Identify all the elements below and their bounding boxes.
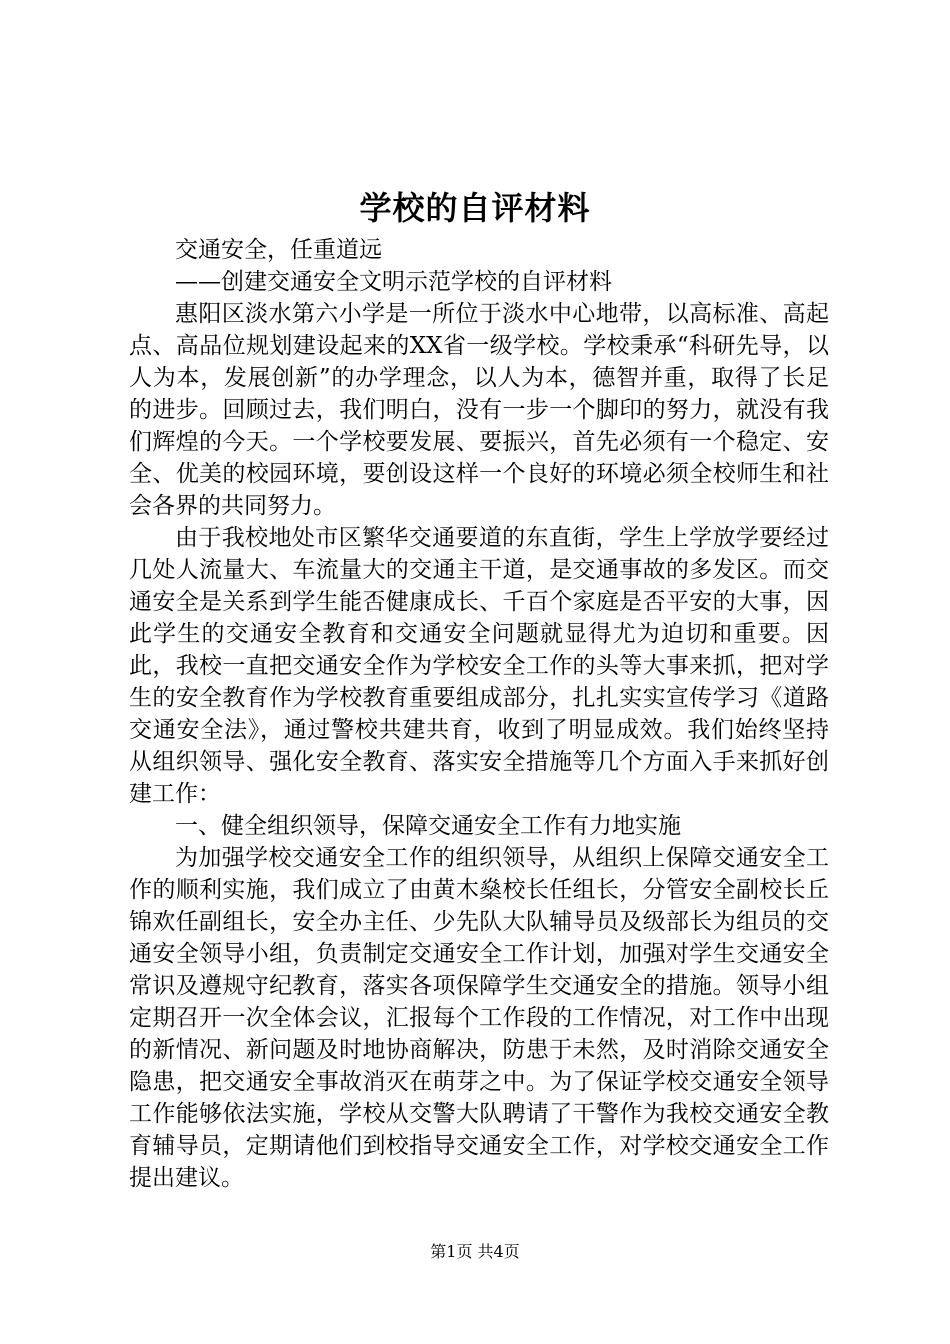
paragraph-background: 由于我校地处市区繁华交通要道的东直街，学生上学放学要经过几处人流量大、车流量大的交通主干道，是交通事故的多发区。而交通安全是关系到学生能否健康成长、千百个家庭是否平安的大事，因此学生的交通安全教育和交通安全问题就显得尤为迫切和重要。因此，我校一直把交通安全作为学校安全工作的头等大事来抓，把对学生的安全教育作为学校教育重要组成部分，扎扎实实宣传学习《道路交通安全法》，通过警校共建共育，收到了明显成效。我们始终坚持从组织领导、强化安全教育、落实安全措施等几个方面入手来抓好创建工作： [129,525,829,807]
section-heading-1: 一、健全组织领导，保障交通安全工作有力地实施 [175,813,681,839]
paragraph-organization: 为加强学校交通安全工作的组织领导，从组织上保障交通安全工作的顺利实施，我们成立了由黄木燊校长任组长，分管安全副校长丘锦欢任副组长，安全办主任、少先队大队辅导员及级部长为组员的交通安全领导小组，负责制定交通安全工作计划，加强对学生交通安全常识及遵规守纪教育，落实各项保障学生交通安全的措施。领导小组定期召开一次全体会议，汇报每个工作段的工作情况，对工作中出现的新情况、新问题及时地协商解决，防患于未然，及时消除交通安全隐患，把交通安全事故消灭在萌芽之中。为了保证学校交通安全领导工作能够依法实施，学校从交警大队聘请了干警作为我校交通安全教育辅导员，定期请他们到校指导交通安全工作，对学校交通安全工作提出建议。 [129,845,829,1191]
document-body [129,234,829,1194]
subtitle: ——创建交通安全文明示范学校的自评材料 [175,269,612,295]
heading-theme: 交通安全，任重道远 [175,237,382,263]
page-number: 第1页 共4页 [430,1242,520,1261]
paragraph-intro: 惠阳区淡水第六小学是一所位于淡水中心地带，以高标准、高起点、高品位规划建设起来的XX省一级学校。学校秉承“科研先导，以人为本，发展创新”的办学理念，以人为本，德智并重，取得了长足的进步。回顾过去，我们明白，没有一步一个脚印的努力，就没有我们辉煌的今天。一个学校要发展、要振兴，首先必须有一个稳定、安全、优美的校园环境，要创设这样一个良好的环境必须全校师生和社会各界的共同努力。 [129,301,829,519]
document-title: 学校的自评材料 [359,189,591,227]
